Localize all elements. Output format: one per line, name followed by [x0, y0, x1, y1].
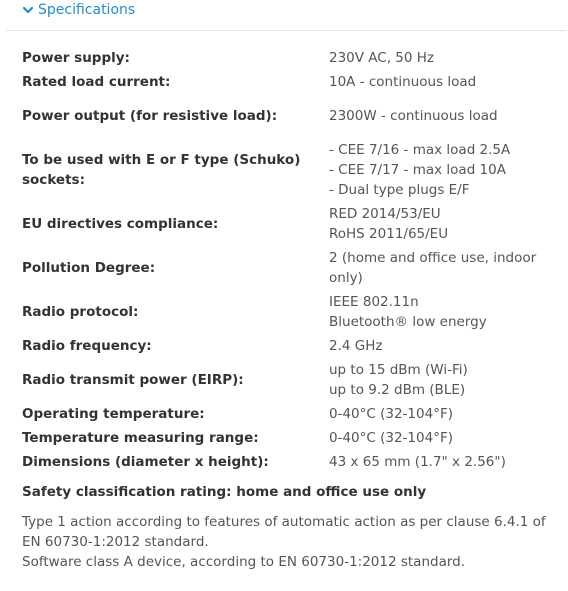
- specifications-table: [15, 46, 560, 474]
- spec-row: [15, 70, 560, 94]
- specifications-toggle-label: Specifications: [38, 2, 136, 18]
- spec-value-line: - CEE 7/17 - max load 10A: [329, 162, 506, 178]
- spec-row: [15, 334, 560, 358]
- chevron-down-icon: [22, 4, 34, 16]
- spec-value: [322, 94, 560, 138]
- safety-note: Software class A device, according to EN 60730-1:2012 standard.: [22, 554, 466, 570]
- spec-value-line: Bluetooth® low energy: [329, 314, 487, 330]
- spec-value: [322, 426, 560, 450]
- spec-row: [15, 402, 560, 426]
- spec-label: Temperature measuring range:: [22, 430, 259, 446]
- spec-row: [15, 290, 560, 334]
- spec-value-line: IEEE 802.11n: [329, 294, 419, 310]
- spec-row: [15, 358, 560, 402]
- divider: [6, 30, 566, 31]
- spec-value: [322, 402, 560, 426]
- safety-notes: [22, 512, 552, 572]
- spec-row: [15, 46, 560, 70]
- spec-row: [15, 426, 560, 450]
- spec-label: Operating temperature:: [22, 406, 205, 422]
- spec-label: Radio frequency:: [22, 338, 152, 354]
- spec-label: EU directives compliance:: [22, 216, 219, 232]
- spec-value-line: RED 2014/53/EU: [329, 206, 441, 222]
- safety-classification-heading: Safety classification rating: home and office use only: [22, 484, 427, 500]
- specifications-toggle[interactable]: [22, 2, 135, 18]
- spec-value-line: 0-40°C (32-104°F): [329, 406, 453, 422]
- spec-value: [322, 358, 560, 402]
- spec-value-line: 10A - continuous load: [329, 74, 477, 90]
- spec-label: Power output (for resistive load):: [22, 108, 278, 124]
- spec-label: Power supply:: [22, 50, 130, 66]
- spec-value: [322, 202, 560, 246]
- spec-row: [15, 246, 560, 290]
- spec-value-line: up to 15 dBm (Wi-Fi): [329, 362, 468, 378]
- spec-value: [322, 246, 560, 290]
- spec-value-line: 2300W - continuous load: [329, 108, 498, 124]
- spec-value-line: 230V AC, 50 Hz: [329, 50, 435, 66]
- spec-value: [322, 138, 560, 202]
- spec-value: [322, 290, 560, 334]
- spec-row: [15, 202, 560, 246]
- spec-value-line: up to 9.2 dBm (BLE): [329, 382, 466, 398]
- spec-label: Dimensions (diameter x height):: [22, 454, 269, 470]
- spec-row: [15, 94, 560, 138]
- spec-row: [15, 450, 560, 474]
- spec-value-line: - CEE 7/16 - max load 2.5A: [329, 142, 511, 158]
- spec-value-line: RoHS 2011/65/EU: [329, 226, 449, 242]
- spec-value: [322, 450, 560, 474]
- spec-value-line: 0-40°C (32-104°F): [329, 430, 453, 446]
- spec-label: Rated load current:: [22, 74, 171, 90]
- spec-row: [15, 138, 560, 202]
- spec-value: [322, 70, 560, 94]
- spec-value: [322, 46, 560, 70]
- spec-label: Radio protocol:: [22, 304, 139, 320]
- spec-value: [322, 334, 560, 358]
- spec-label: Radio transmit power (EIRP):: [22, 372, 244, 388]
- spec-value-line: - Dual type plugs E/F: [329, 182, 470, 198]
- spec-label: Pollution Degree:: [22, 260, 156, 276]
- safety-note: Type 1 action according to features of automatic action as per clause 6.4.1 of EN 60730-1:2012 standard.: [22, 514, 546, 550]
- spec-value-line: 43 x 65 mm (1.7" x 2.56"): [329, 454, 506, 470]
- spec-value-line: 2 (home and office use, indoor only): [329, 250, 537, 286]
- spec-value-line: 2.4 GHz: [329, 338, 383, 354]
- spec-label: To be used with E or F type (Schuko) sockets:: [22, 152, 301, 188]
